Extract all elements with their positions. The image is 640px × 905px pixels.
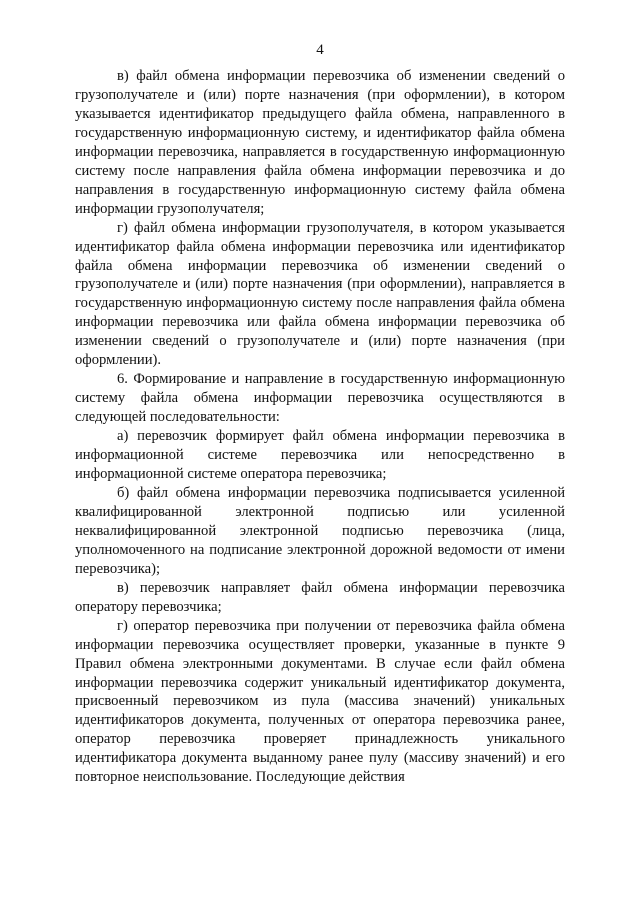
page-number: 4 — [316, 42, 324, 58]
paragraph-6g: г) оператор перевозчика при получении от перевозчика файла обмена информации перевозчика осуществляет проверки, указанные в пункте 9 Правил обмена электронными документами. В случае если файл обмена информации перевозчика содержит уникальный идентификатор документа, присвоенный перевозчиком из пула (массива значений) уникальных идентификаторов документа, полученных от оператора перевозчика ранее, оператор перевозчика проверяет принадлежность уникального идентификатора документа выданному ранее пулу (массиву значений) и его повторное неиспользование. Последующие действия — [75, 617, 565, 786]
paragraph-5g: г) файл обмена информации грузополучателя, в котором указывается идентификатор файла обмена информации перевозчика или идентификатор файла обмена информации перевозчика об изменении сведений о грузополучателе и (или) порте назначения (при оформлении), направляется в государственную информационную систему после направления файла обмена информации перевозчика или файла обмена информации перевозчика об изменении сведений о грузополучателе и (или) порте назначения (при оформлении). — [75, 219, 565, 369]
paragraph-6: 6. Формирование и направление в государственную информационную систему файла обмена информации перевозчика осуществляются в следующей последовательности: — [75, 371, 565, 426]
paragraph-6a: а) перевозчик формирует файл обмена информации перевозчика в информационной системе перевозчика или непосредственно в информационной системе оператора перевозчика; — [75, 428, 565, 483]
paragraph-5v: в) файл обмена информации перевозчика об изменении сведений о грузополучателе и (или) порте назначения (при оформлении), в котором указывается идентификатор предыдущего файла обмена, направленного в государственную информационную систему, и идентификатор файла обмена информации перевозчика, направляется в государственную информационную систему после направления файла обмена информации перевозчика и до направления в государственную информационную систему файла обмена информации грузополучателя; — [75, 68, 565, 217]
document-body — [75, 67, 565, 787]
paragraph-6b: б) файл обмена информации перевозчика подписывается усиленной квалифицированной электронной подписью или усиленной неквалифицированной электронной подписью перевозчика (лица, уполномоченного на подписание электронной дорожной ведомости от имени перевозчика); — [75, 484, 565, 577]
paragraph-6v: в) перевозчик направляет файл обмена информации перевозчика оператору перевозчика; — [75, 579, 565, 615]
